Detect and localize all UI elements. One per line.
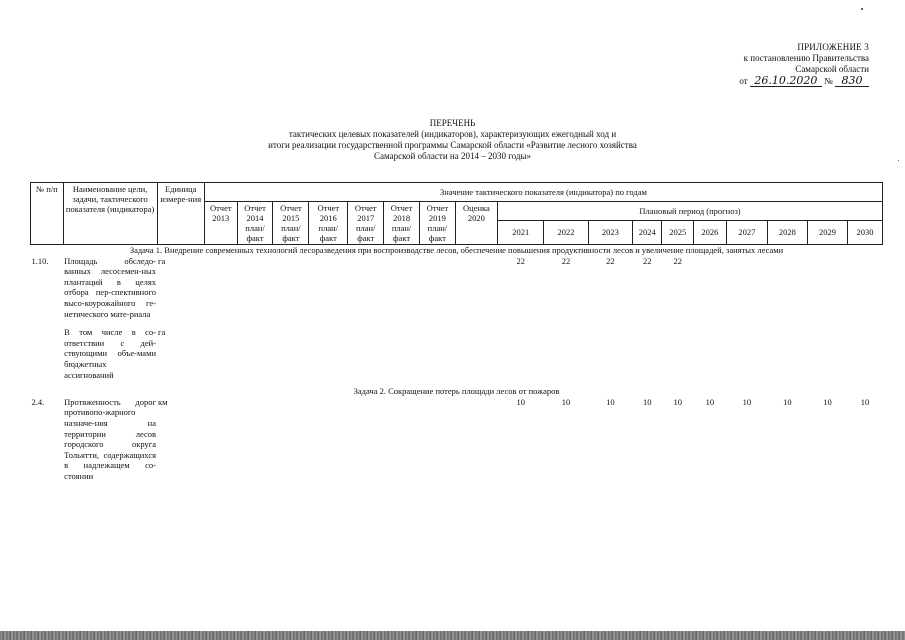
row-number: 1.10.: [31, 255, 49, 266]
value-cell: 10: [673, 396, 683, 407]
header-estimate-2020: Оценка 2020: [455, 202, 497, 245]
value-cell: 10: [561, 396, 571, 407]
header-year: 2021: [498, 220, 544, 244]
task-1-heading: Задача 1. Внедрение современных технологий лесоразведения при воспроизводстве лесов, обеспечение повышения продуктивности лесов и увеличение площадей, занятых лесами: [129, 245, 784, 255]
value-cell: [767, 256, 807, 320]
handwritten-date: 26.10.2020: [750, 75, 822, 87]
header-name: Наименование цели, задачи, тактического показателя (индикатора): [63, 183, 157, 245]
header-report-2013: Отчет 2013: [204, 202, 237, 245]
value-cell: 22: [642, 255, 652, 266]
header-num: № п/п: [31, 183, 64, 245]
value-cell: 22: [606, 255, 615, 266]
header-values-group: Значение тактического показателя (индикатора) по годам: [204, 183, 882, 202]
row-number: 2.4.: [31, 396, 45, 407]
value-cell: 10: [705, 396, 715, 407]
value-cell: 10: [516, 396, 525, 407]
value-cell: 10: [642, 396, 652, 407]
header-report-2014: Отчет 2014 план/ факт: [237, 202, 273, 245]
header-year: 2025: [662, 220, 694, 244]
document-subtitle-line2: итоги реализации государственной программы Самарской области «Развитие лесного хозяйства: [268, 140, 637, 150]
header-year: 2023: [588, 220, 632, 244]
value-cell: [848, 256, 883, 320]
handwritten-number: 830: [835, 75, 869, 87]
header-report-2019: Отчет 2019 план/ факт: [419, 202, 455, 245]
value-cell: 10: [860, 396, 870, 407]
value-cell: 22: [673, 255, 683, 266]
value-cell: 10: [742, 396, 752, 407]
scan-noise-edge: [0, 631, 905, 640]
document-heading: ПЕРЕЧЕНЬ: [429, 118, 476, 128]
value-cell: 10: [823, 396, 832, 407]
appendix-line2: к постановлению Правительства: [743, 53, 869, 63]
header-year: 2029: [807, 220, 847, 244]
date-prefix: от: [739, 76, 748, 86]
header-planned-period: Плановый период (прогноз): [498, 202, 883, 221]
appendix-block: [739, 42, 869, 87]
document-subtitle-line3: Самарской области на 2014 – 2030 годы»: [373, 151, 532, 161]
header-report-2016: Отчет 2016 план/ факт: [309, 202, 348, 245]
indicator-unit: км: [158, 396, 168, 407]
header-unit: Единица измере-ния: [157, 183, 204, 245]
task-2-heading: Задача 2. Сокращение потерь площади лесов от пожаров: [353, 386, 560, 397]
appendix-date-line: [739, 75, 869, 87]
scan-speck: [861, 8, 863, 10]
value-cell: 22: [561, 255, 571, 266]
document-title-block: [0, 118, 905, 162]
value-cell: [726, 256, 767, 320]
appendix-line3: Самарской области: [795, 64, 869, 74]
header-year: 2027: [726, 220, 767, 244]
document-subtitle-line1: тактических целевых показателей (индикаторов), характеризующих ежегодный ход и: [288, 129, 617, 139]
table-row: [31, 327, 883, 380]
header-year: 2026: [694, 220, 727, 244]
indicator-name: Площадь обследо-ванных лесосемен-ных плантаций в целях отбора пер-спективного высо-коурожайного ге-нетического мате-риала: [64, 255, 156, 319]
header-report-2018: Отчет 2018 план/ факт: [384, 202, 420, 245]
indicator-unit: га: [158, 327, 166, 338]
indicator-subrow-name: В том числе в со-ответствии с дей-ствующими объе-мами бюджетных ассигнований: [64, 327, 156, 380]
header-year: 2024: [632, 220, 662, 244]
value-cell: 22: [516, 255, 525, 266]
header-report-2015: Отчет 2015 план/ факт: [273, 202, 309, 245]
scan-speck: [898, 160, 899, 161]
header-report-2017: Отчет 2017 план/ факт: [348, 202, 384, 245]
header-year: 2030: [848, 220, 883, 244]
header-year: 2022: [544, 220, 588, 244]
indicator-name: Протяженность дорог противопо-жарного назначе-ния на территории лесов городского округа Тольятти, содержащихся в надлежащем со-стоянии: [64, 396, 156, 481]
header-year: 2028: [767, 220, 807, 244]
indicators-table: [30, 182, 883, 481]
indicator-unit: га: [158, 255, 166, 266]
value-cell: [694, 256, 727, 320]
number-prefix: №: [824, 76, 833, 86]
table-row: [31, 397, 883, 482]
value-cell: [807, 256, 847, 320]
table-row: [31, 256, 883, 320]
appendix-title: ПРИЛОЖЕНИЕ 3: [797, 42, 869, 52]
value-cell: 10: [783, 396, 792, 407]
value-cell: 10: [606, 396, 615, 407]
